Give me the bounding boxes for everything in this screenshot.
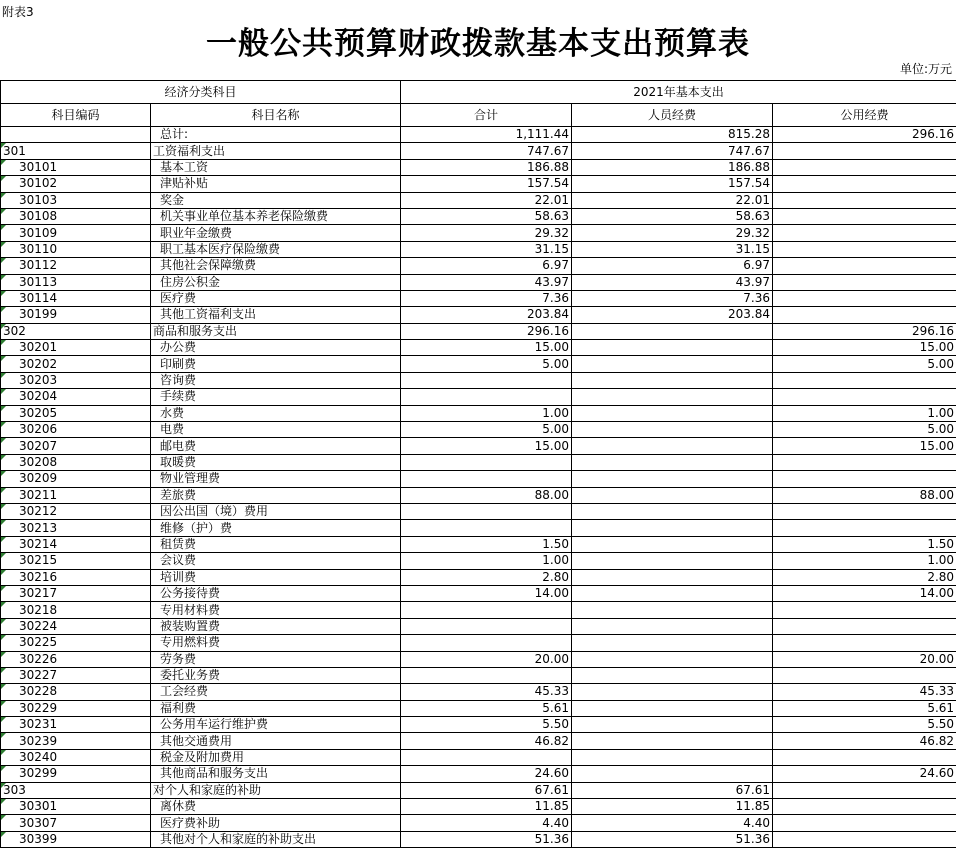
table-row	[1, 684, 956, 700]
row-personnel: 4.40	[572, 815, 773, 831]
row-public: 5.00	[773, 422, 956, 438]
row-public	[773, 454, 956, 470]
row-public: 45.33	[773, 684, 956, 700]
row-name: 住房公积金	[151, 274, 401, 290]
row-personnel	[572, 700, 773, 716]
row-name: 办公费	[151, 340, 401, 356]
row-code: 30102	[1, 176, 151, 192]
row-personnel	[572, 569, 773, 585]
row-public	[773, 831, 956, 847]
row-personnel: 31.15	[572, 241, 773, 257]
row-name: 劳务费	[151, 651, 401, 667]
table-row	[1, 766, 956, 782]
row-total: 11.85	[401, 799, 572, 815]
table-row	[1, 471, 956, 487]
row-code: 30204	[1, 389, 151, 405]
row-code: 30299	[1, 766, 151, 782]
row-personnel	[572, 667, 773, 683]
table-row	[1, 143, 956, 159]
row-name: 公务接待费	[151, 585, 401, 601]
row-total: 747.67	[401, 143, 572, 159]
row-name: 基本工资	[151, 159, 401, 175]
table-row	[1, 208, 956, 224]
row-personnel	[572, 356, 773, 372]
row-public: 5.61	[773, 700, 956, 716]
row-total: 4.40	[401, 815, 572, 831]
table-row	[1, 438, 956, 454]
row-total: 7.36	[401, 290, 572, 306]
table-row	[1, 258, 956, 274]
row-name: 工会经费	[151, 684, 401, 700]
row-name: 培训费	[151, 569, 401, 585]
row-code: 30215	[1, 553, 151, 569]
row-name: 委托业务费	[151, 667, 401, 683]
row-code: 30399	[1, 831, 151, 847]
row-name: 邮电费	[151, 438, 401, 454]
row-total	[401, 471, 572, 487]
row-name: 医疗费补助	[151, 815, 401, 831]
row-public	[773, 159, 956, 175]
row-personnel	[572, 717, 773, 733]
row-personnel	[572, 454, 773, 470]
header-columns-row	[1, 104, 956, 127]
row-total	[401, 635, 572, 651]
table-row	[1, 225, 956, 241]
row-name: 物业管理费	[151, 471, 401, 487]
row-code: 30226	[1, 651, 151, 667]
table-row	[1, 749, 956, 765]
row-code: 30214	[1, 536, 151, 552]
row-name: 奖金	[151, 192, 401, 208]
row-public	[773, 799, 956, 815]
row-code: 30224	[1, 618, 151, 634]
row-total: 46.82	[401, 733, 572, 749]
row-personnel	[572, 585, 773, 601]
row-name: 印刷费	[151, 356, 401, 372]
row-personnel: 6.97	[572, 258, 773, 274]
row-public	[773, 241, 956, 257]
table-row	[1, 487, 956, 503]
row-code: 302	[1, 323, 151, 339]
row-total: 15.00	[401, 438, 572, 454]
row-total	[401, 602, 572, 618]
row-code: 30216	[1, 569, 151, 585]
row-public	[773, 815, 956, 831]
row-personnel: 29.32	[572, 225, 773, 241]
row-total	[401, 372, 572, 388]
table-row	[1, 782, 956, 798]
row-name: 工资福利支出	[151, 143, 401, 159]
row-personnel	[572, 602, 773, 618]
row-code: 30202	[1, 356, 151, 372]
row-code: 30307	[1, 815, 151, 831]
row-total: 6.97	[401, 258, 572, 274]
budget-table	[0, 80, 956, 848]
row-public	[773, 258, 956, 274]
row-personnel	[572, 487, 773, 503]
table-row	[1, 602, 956, 618]
header-total: 合计	[401, 104, 572, 127]
row-code: 30103	[1, 192, 151, 208]
row-total: 2.80	[401, 569, 572, 585]
row-code: 30231	[1, 717, 151, 733]
row-code: 30109	[1, 225, 151, 241]
table-row	[1, 815, 956, 831]
row-public: 46.82	[773, 733, 956, 749]
table-row	[1, 176, 956, 192]
row-public: 5.50	[773, 717, 956, 733]
row-name: 其他商品和服务支出	[151, 766, 401, 782]
table-row	[1, 733, 956, 749]
table-row	[1, 274, 956, 290]
row-name: 对个人和家庭的补助	[151, 782, 401, 798]
row-total: 1.00	[401, 405, 572, 421]
table-row	[1, 405, 956, 421]
table-row	[1, 340, 956, 356]
row-total: 5.00	[401, 356, 572, 372]
row-total: 29.32	[401, 225, 572, 241]
table-row	[1, 553, 956, 569]
row-public: 1.00	[773, 405, 956, 421]
row-personnel	[572, 340, 773, 356]
table-row	[1, 307, 956, 323]
row-public: 88.00	[773, 487, 956, 503]
row-name: 因公出国（境）费用	[151, 503, 401, 519]
row-total: 1.50	[401, 536, 572, 552]
row-personnel: 203.84	[572, 307, 773, 323]
row-public	[773, 602, 956, 618]
row-name: 税金及附加费用	[151, 749, 401, 765]
row-public: 2.80	[773, 569, 956, 585]
table-row	[1, 799, 956, 815]
row-name: 其他社会保障缴费	[151, 258, 401, 274]
row-public	[773, 520, 956, 536]
row-name: 差旅费	[151, 487, 401, 503]
row-personnel: 67.61	[572, 782, 773, 798]
row-code: 30212	[1, 503, 151, 519]
row-personnel	[572, 323, 773, 339]
row-public: 24.60	[773, 766, 956, 782]
row-personnel	[572, 372, 773, 388]
row-personnel	[572, 536, 773, 552]
row-public	[773, 749, 956, 765]
row-public	[773, 307, 956, 323]
table-row	[1, 127, 956, 143]
row-code: 30203	[1, 372, 151, 388]
row-public: 1.00	[773, 553, 956, 569]
row-total: 157.54	[401, 176, 572, 192]
row-total: 43.97	[401, 274, 572, 290]
row-name: 其他交通费用	[151, 733, 401, 749]
row-code: 30206	[1, 422, 151, 438]
table-row	[1, 192, 956, 208]
table-row	[1, 389, 956, 405]
header-group-row	[1, 81, 956, 104]
row-name: 维修（护）费	[151, 520, 401, 536]
row-name: 津贴补贴	[151, 176, 401, 192]
row-personnel: 43.97	[572, 274, 773, 290]
header-personnel: 人员经费	[572, 104, 773, 127]
row-name: 专用燃料费	[151, 635, 401, 651]
row-code: 30114	[1, 290, 151, 306]
row-code: 30201	[1, 340, 151, 356]
row-public	[773, 782, 956, 798]
row-code: 30301	[1, 799, 151, 815]
row-code: 30225	[1, 635, 151, 651]
row-total: 203.84	[401, 307, 572, 323]
row-public	[773, 192, 956, 208]
table-row	[1, 356, 956, 372]
row-personnel	[572, 618, 773, 634]
row-total: 1,111.44	[401, 127, 572, 143]
table-row	[1, 651, 956, 667]
row-total: 5.00	[401, 422, 572, 438]
row-code: 30209	[1, 471, 151, 487]
row-name: 电费	[151, 422, 401, 438]
row-personnel: 815.28	[572, 127, 773, 143]
row-total: 5.50	[401, 717, 572, 733]
row-name: 咨询费	[151, 372, 401, 388]
row-code: 30113	[1, 274, 151, 290]
row-name: 公务用车运行维护费	[151, 717, 401, 733]
row-personnel	[572, 389, 773, 405]
row-total	[401, 503, 572, 519]
row-name: 专用材料费	[151, 602, 401, 618]
header-economic-category: 经济分类科目	[1, 81, 401, 104]
row-code: 30199	[1, 307, 151, 323]
table-row	[1, 503, 956, 519]
row-name: 医疗费	[151, 290, 401, 306]
row-total: 20.00	[401, 651, 572, 667]
row-personnel: 186.88	[572, 159, 773, 175]
row-public	[773, 618, 956, 634]
row-personnel	[572, 422, 773, 438]
row-code: 30218	[1, 602, 151, 618]
page-title: 一般公共预算财政拨款基本支出预算表	[206, 26, 750, 62]
table-row	[1, 635, 956, 651]
row-total: 22.01	[401, 192, 572, 208]
row-public: 1.50	[773, 536, 956, 552]
table-row	[1, 422, 956, 438]
row-total: 296.16	[401, 323, 572, 339]
unit-label: 单位:万元	[899, 62, 952, 76]
row-personnel: 157.54	[572, 176, 773, 192]
row-public	[773, 503, 956, 519]
row-personnel	[572, 684, 773, 700]
row-code: 30208	[1, 454, 151, 470]
row-name: 其他工资福利支出	[151, 307, 401, 323]
row-public	[773, 667, 956, 683]
row-total	[401, 618, 572, 634]
table-row	[1, 569, 956, 585]
row-personnel	[572, 405, 773, 421]
row-code: 30227	[1, 667, 151, 683]
row-public: 296.16	[773, 323, 956, 339]
table-row	[1, 159, 956, 175]
row-total: 31.15	[401, 241, 572, 257]
row-public	[773, 274, 956, 290]
row-personnel: 7.36	[572, 290, 773, 306]
row-code: 30112	[1, 258, 151, 274]
table-row	[1, 241, 956, 257]
row-public: 15.00	[773, 438, 956, 454]
row-code: 30213	[1, 520, 151, 536]
row-name: 离休费	[151, 799, 401, 815]
row-personnel	[572, 438, 773, 454]
row-code: 30228	[1, 684, 151, 700]
table-row	[1, 618, 956, 634]
row-code: 30207	[1, 438, 151, 454]
row-personnel: 58.63	[572, 208, 773, 224]
row-name: 机关事业单位基本养老保险缴费	[151, 208, 401, 224]
row-public	[773, 225, 956, 241]
row-public	[773, 176, 956, 192]
header-basic-expenditure: 2021年基本支出	[401, 81, 956, 104]
row-personnel: 51.36	[572, 831, 773, 847]
row-personnel	[572, 503, 773, 519]
row-total	[401, 454, 572, 470]
row-personnel: 22.01	[572, 192, 773, 208]
row-public	[773, 471, 956, 487]
row-public	[773, 389, 956, 405]
row-code: 30108	[1, 208, 151, 224]
header-code: 科目编码	[1, 104, 151, 127]
row-code: 30229	[1, 700, 151, 716]
row-code	[1, 127, 151, 143]
row-code: 30240	[1, 749, 151, 765]
table-row	[1, 717, 956, 733]
row-personnel	[572, 651, 773, 667]
row-code: 30110	[1, 241, 151, 257]
row-total: 58.63	[401, 208, 572, 224]
row-personnel	[572, 471, 773, 487]
row-public: 20.00	[773, 651, 956, 667]
row-code: 301	[1, 143, 151, 159]
row-public	[773, 143, 956, 159]
row-name: 手续费	[151, 389, 401, 405]
row-name: 取暖费	[151, 454, 401, 470]
row-personnel: 11.85	[572, 799, 773, 815]
table-row	[1, 667, 956, 683]
row-name: 福利费	[151, 700, 401, 716]
table-row	[1, 520, 956, 536]
row-personnel	[572, 520, 773, 536]
row-name: 职工基本医疗保险缴费	[151, 241, 401, 257]
table-row	[1, 585, 956, 601]
row-name: 被装购置费	[151, 618, 401, 634]
row-total: 186.88	[401, 159, 572, 175]
row-name: 职业年金缴费	[151, 225, 401, 241]
row-code: 30205	[1, 405, 151, 421]
row-public: 5.00	[773, 356, 956, 372]
row-name: 会议费	[151, 553, 401, 569]
row-public: 14.00	[773, 585, 956, 601]
row-personnel: 747.67	[572, 143, 773, 159]
table-row	[1, 831, 956, 847]
row-total: 88.00	[401, 487, 572, 503]
row-personnel	[572, 733, 773, 749]
row-personnel	[572, 553, 773, 569]
appendix-label: 附表3	[2, 5, 34, 19]
row-total: 67.61	[401, 782, 572, 798]
row-public	[773, 372, 956, 388]
row-total	[401, 749, 572, 765]
table-row	[1, 454, 956, 470]
row-total: 1.00	[401, 553, 572, 569]
row-code: 30101	[1, 159, 151, 175]
row-personnel	[572, 635, 773, 651]
row-total	[401, 389, 572, 405]
row-name: 水费	[151, 405, 401, 421]
table-row	[1, 290, 956, 306]
row-total: 14.00	[401, 585, 572, 601]
row-name: 商品和服务支出	[151, 323, 401, 339]
row-total	[401, 667, 572, 683]
header-public: 公用经费	[773, 104, 956, 127]
row-total: 51.36	[401, 831, 572, 847]
row-code: 30211	[1, 487, 151, 503]
row-total: 24.60	[401, 766, 572, 782]
row-total: 15.00	[401, 340, 572, 356]
table-row	[1, 536, 956, 552]
row-total: 45.33	[401, 684, 572, 700]
row-code: 30239	[1, 733, 151, 749]
row-total	[401, 520, 572, 536]
row-name: 其他对个人和家庭的补助支出	[151, 831, 401, 847]
row-public: 296.16	[773, 127, 956, 143]
table-row	[1, 700, 956, 716]
row-public	[773, 635, 956, 651]
row-public	[773, 290, 956, 306]
row-name: 总计:	[151, 127, 401, 143]
row-public	[773, 208, 956, 224]
row-personnel	[572, 749, 773, 765]
table-row	[1, 372, 956, 388]
header-name: 科目名称	[151, 104, 401, 127]
row-public: 15.00	[773, 340, 956, 356]
table-row	[1, 323, 956, 339]
table-body	[1, 127, 956, 848]
row-name: 租赁费	[151, 536, 401, 552]
row-personnel	[572, 766, 773, 782]
row-total: 5.61	[401, 700, 572, 716]
row-code: 30217	[1, 585, 151, 601]
row-code: 303	[1, 782, 151, 798]
